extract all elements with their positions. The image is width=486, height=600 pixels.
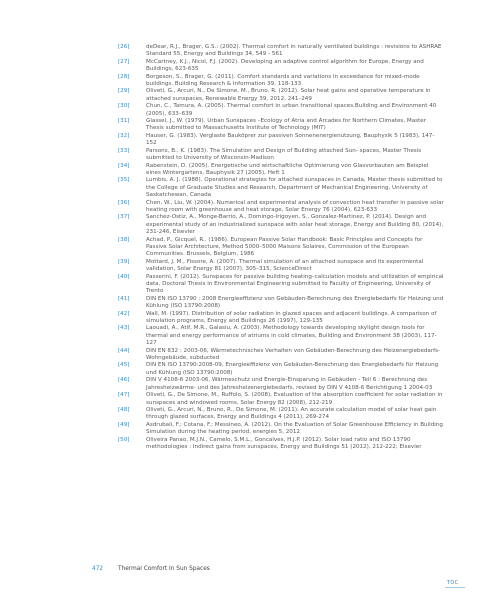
page-footer: [92, 566, 210, 572]
reference-text: Asdrubali, F.; Cotana, F.; Messineo, A. (2012). On the Evaluation of Solar Greenhouse Efficiency in Building Simulation during the heating period, energies 5, 2012: [146, 421, 443, 436]
reference-text: Oliveti, G., De Simone, M., Ruffolo, S. (2008), Evaluation of the absorption coefficient for solar radiation in sunspaces and windowed rooms, Solar Energy 82 (2008), 212-219: [146, 392, 443, 406]
reference-item: [118, 103, 444, 118]
reference-item: [118, 44, 444, 59]
reference-number[interactable]: [36]: [118, 199, 130, 206]
reference-item: [118, 237, 444, 259]
toc-link[interactable]: TOC: [447, 580, 459, 586]
reference-item: [118, 325, 444, 347]
reference-text: deDear, R.J., Brager, G.S.: (2002). Thermal comfort in naturally ventilated buildings : revisions to ASHRAE Standard 55, Energy and Buildings 34, 549 - 561: [146, 44, 442, 58]
reference-number[interactable]: [47]: [118, 392, 130, 399]
reference-number[interactable]: [31]: [118, 118, 130, 125]
reference-number[interactable]: [33]: [118, 147, 130, 154]
reference-text: Oliveira Panao, M.J.N., Camelo, S.M.L., Goncalves, H.J.P. (2012). Solar load ratio and ISO 13790 methodologies : Indirect gains from sunspaces, Energy and Buildings 51 (2012), 212-222; Elsevier: [146, 436, 422, 450]
reference-item: [118, 274, 444, 296]
reference-number[interactable]: [35]: [118, 177, 130, 184]
reference-number[interactable]: [32]: [118, 132, 130, 139]
reference-number[interactable]: [48]: [118, 406, 130, 413]
reference-text: Passerini, F. (2012). Sunspaces for passive building heating–calculation models and utilization of empirical data, Doctoral Thesis in Environmental Engineering submitted to Faculty of Engineering, University of Trento: [146, 273, 444, 295]
reference-item: [118, 422, 444, 437]
reference-item: [118, 88, 444, 103]
reference-text: Mottard, J. M., Fissore, A. (2007). Thermal simulation of an attached sunspace and its experimental validation, Solar Energy 81 (2007), 305–315, ScienceDirect: [146, 258, 424, 273]
running-title: Thermal Comfort In Sun Spaces: [118, 566, 210, 572]
reference-number[interactable]: [45]: [118, 362, 130, 369]
reference-number[interactable]: [30]: [118, 103, 130, 110]
reference-text: DIN V 4108-6 2003-06, Wärmeschutz und Energie-Einsparung in Gebäuden - Teil 6 : Berechnung des Jahresheizwärme- und des Jahresheizenergiebedarfs, revised by DIN V 4108-6 Berichtigung 1 2004-03: [146, 377, 433, 391]
reference-text: McCartney, K.J., Nicol, F.J. (2002). Developing an adaptive control algorithm for Europe, Energy and Buildings, 623-635: [146, 58, 424, 73]
reference-text: Chun, C., Tamura, A. (2005). Thermal comfort in urban transitional spaces,Building and Environment 40 (2005), 633–639: [146, 103, 437, 117]
reference-number[interactable]: [46]: [118, 377, 130, 384]
reference-number[interactable]: [40]: [118, 273, 130, 280]
reference-number[interactable]: [29]: [118, 88, 130, 95]
reference-text: Laouadi, A., Atif, M.R., Galasiu, A. (2003). Methodology towards developing skylight design tools for thermal and energy performance of atriums in cold climates, Building and Environment 38 (2003), 117-127: [146, 325, 437, 347]
toc-underline: [445, 587, 465, 588]
reference-item: [118, 348, 444, 363]
reference-number[interactable]: [26]: [118, 44, 130, 50]
reference-number[interactable]: [38]: [118, 236, 130, 243]
reference-item: [118, 392, 444, 407]
page-number: 472: [92, 566, 104, 572]
reference-item: [118, 407, 444, 422]
reference-text: Chen, W., Liu, W. (2004). Numerical and experimental analysis of convection heat transfer in passive solar heating room with greenhouse and heat storage, Solar Energy 76 (2004), 623-633: [146, 199, 444, 213]
reference-item: [118, 118, 444, 133]
reference-number[interactable]: [39]: [118, 258, 130, 265]
reference-number[interactable]: [42]: [118, 310, 130, 317]
reference-item: [118, 311, 444, 326]
reference-item: [118, 59, 444, 74]
reference-text: Lumbis, A. J. (1988). Operational strategies for attached sunspaces in Canada, Master thesis submitted to the College of Graduate Studies and Research, Department of Mechanical Engineering, University of Saskatchewan, Canada: [146, 177, 443, 199]
reference-text: Hauser, G. (1983). Verglaste Bauköprer zur passiven Sonnenenergienutzung, Bauphysik 5 (1983), 147-152: [146, 132, 435, 147]
reference-text: Rabenstein, D. (2005). Energetische und wirtschaftliche Optimierung von Glasvorbauten am Beispiel eines Wintergartens, Bauphysik 27 (2005), Heft 1: [146, 162, 429, 176]
reference-number[interactable]: [27]: [118, 58, 130, 65]
reference-number[interactable]: [49]: [118, 421, 130, 428]
reference-item: [118, 437, 444, 452]
reference-text: DIN EN ISO 13790:2008-09, Energieeffizienz von Gebäuden-Berechnung des Energiebedarfs für Heizung und Kühlung (ISO 13790:2008): [146, 362, 439, 376]
reference-text: Parsons, B., K. (1983). The Simulation and Design of Building attached Sun- spaces, Master Thesis submitted to University of Wisconsin-Madison: [146, 147, 422, 162]
reference-text: Glassel, J., W. (1979). Urban Sunspaces –Ecology of Atria and Arcades for Northern Climates, Master Thesis submitted to Massachusetts Institute of Technology (MIT): [146, 118, 426, 132]
reference-text: Achad, P., Gicquel, R.. (1986). European Passive Solar Handbook: Basic Principles and Concepts for Passive Solar Architecture, Method 5000–5000 Maisons Solaires, Commission of the European Communities. Brussels, Belgium, 1986: [146, 236, 423, 258]
reference-text: Borgeson, S., Brager, G. (2011). Comfort standards and variations in exceedance for mixed-mode buildings. Building Research & Information 39, 118-133: [146, 73, 420, 88]
reference-item: [118, 296, 444, 311]
reference-item: [118, 163, 444, 178]
reference-text: DIN EN 832 : 2003-06, Wärmetechnisches Verhalten von Gebäuden-Berechnung des Heizenergiebedarfs-Wohngebäude, subducted: [146, 347, 441, 362]
reference-item: [118, 74, 444, 89]
reference-item: [118, 214, 444, 236]
reference-text: Oliveti, G., Arcuri, N., Bruno, R., De Simone, M. (2011). An accurate calculation model of solar heat gain through glazed surfaces, Energy and Buildings 4 (2011), 269-274: [146, 406, 437, 421]
reference-text: Wall, M. (1997). Distribution of solar radiation in glazed spaces and adjacent buildings. A comparison of simulation programs, Energy and Buildings 26 (1997), 129-135: [146, 310, 437, 325]
reference-item: [118, 200, 444, 215]
reference-list: [118, 44, 444, 451]
reference-number[interactable]: [34]: [118, 162, 130, 169]
reference-item: [118, 177, 444, 199]
reference-number[interactable]: [43]: [118, 325, 130, 332]
reference-number[interactable]: [37]: [118, 214, 130, 221]
reference-number[interactable]: [28]: [118, 73, 130, 80]
reference-number[interactable]: [50]: [118, 436, 130, 443]
reference-number[interactable]: [44]: [118, 347, 130, 354]
reference-item: [118, 148, 444, 163]
reference-item: [118, 133, 444, 148]
reference-item: [118, 259, 444, 274]
reference-item: [118, 377, 444, 392]
reference-number[interactable]: [41]: [118, 295, 130, 302]
reference-text: DIN EN ISO 13790 : 2008 Energieeffizienz von Gebäuden-Berechnung des Energiebedarfs für Heizung und Kühlung (ISO 13790:2008): [146, 295, 444, 310]
reference-item: [118, 362, 444, 377]
reference-text: Sanchez-Ostiz, A., Monge-Barrio, A., Domingo-Irigoyen, S., Gonzalez-Martinez, P. (2014). Design and experimental study of an industrialized sunspace with solar heat storage, Energy and Building 80, (2014), 231-246, Elsevier: [146, 214, 444, 236]
reference-text: Oliveti, G., Arcuri, N., De Simone, M., Bruno, R. (2012). Solar heat gains and operative temperature in attached sunspaces, Renewable Energy 39, 2012, 241–249: [146, 88, 431, 102]
